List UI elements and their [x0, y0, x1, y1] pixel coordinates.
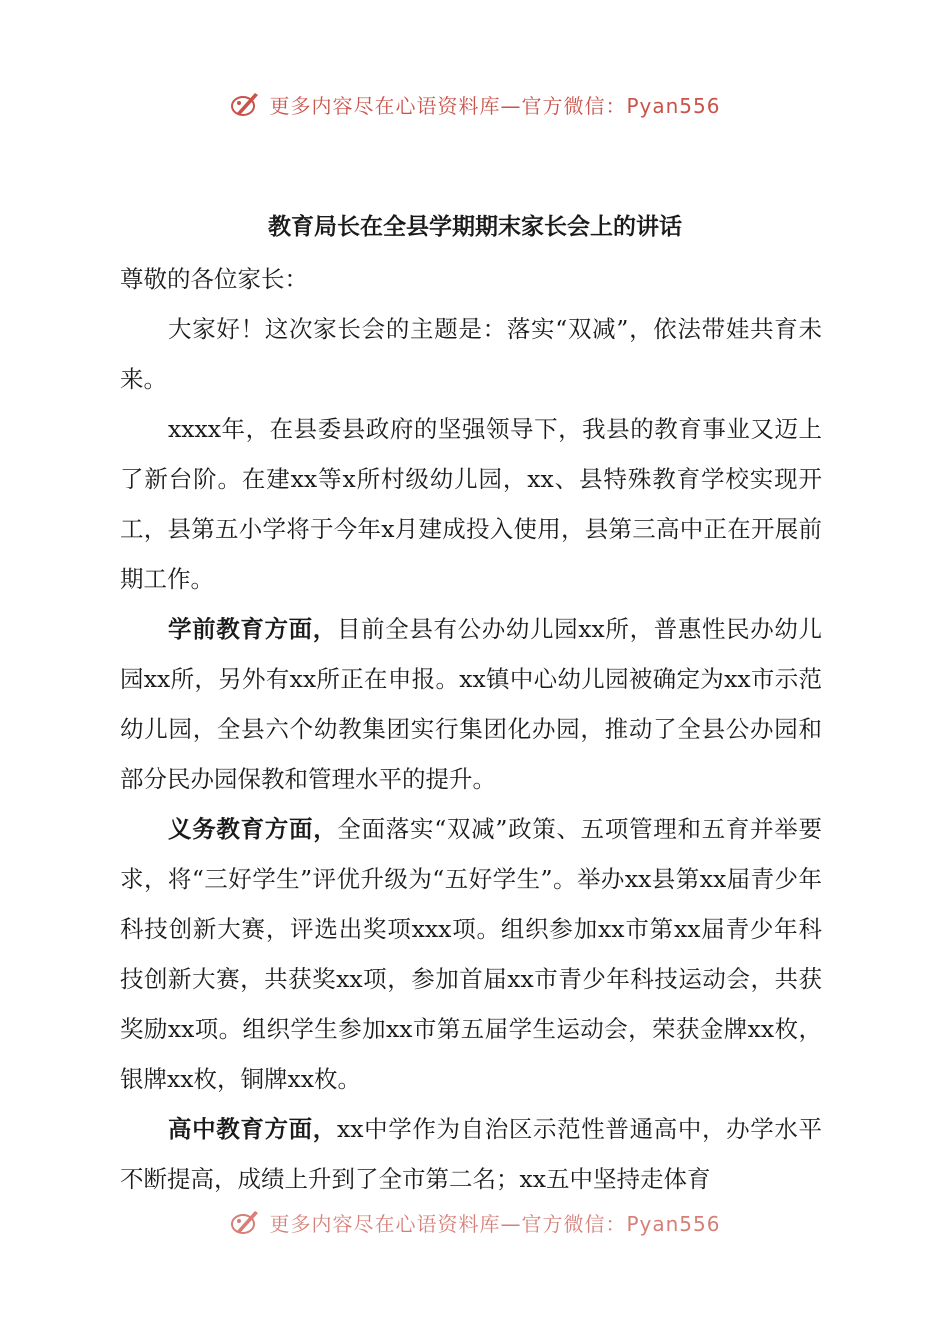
- paragraph-text: 大家好！这次家长会的主题是：落实“双减”，依法带娃共育未来。: [120, 315, 822, 393]
- paragraph-text: 全面落实“双减”政策、五项管理和五育并举要求，将“三好学生”评优升级为“五好学生”。举办xx县第xx届青少年科技创新大赛，评选出奖项xxx项。组织参加xx市第xx届青少年科技创新大赛，共获奖xx项，参加首届xx市青少年科技运动会，共获奖励xx项。组织学生参加xx市第五届学生运动会，荣获金牌xx枚，银牌xx枚，铜牌xx枚。: [120, 815, 823, 1093]
- document-body: [120, 254, 822, 1204]
- paragraph-text: xx中学作为自治区示范性普通高中，办学水平不断提高，成绩上升到了全市第二名；xx五中坚持走体育: [120, 1115, 823, 1193]
- watermark-text: 更多内容尽在心语资料库—官方微信：Pyan556: [269, 1211, 721, 1236]
- paragraph: [120, 604, 822, 804]
- paragraph-lead: 高中教育方面，: [168, 1115, 337, 1143]
- pen-logo-icon: [229, 1207, 263, 1237]
- paragraph: [120, 1104, 822, 1204]
- document-title: 教育局长在全县学期期末家长会上的讲话: [268, 213, 682, 240]
- paragraph: [120, 304, 822, 404]
- salutation: 尊敬的各位家长：: [120, 265, 308, 293]
- paragraph-lead: 学前教育方面，: [168, 615, 337, 643]
- pen-logo-icon: [229, 89, 263, 119]
- watermark-footer: [0, 1202, 950, 1242]
- paragraph: [120, 404, 822, 604]
- watermark-header: [0, 84, 950, 124]
- paragraph-text: xxxx年，在县委县政府的坚强领导下，我县的教育事业又迈上了新台阶。在建xx等x所村级幼儿园，xx、县特殊教育学校实现开工，县第五小学将于今年x月建成投入使用，县第三高中正在开展前期工作。: [120, 415, 822, 593]
- watermark-text: 更多内容尽在心语资料库—官方微信：Pyan556: [269, 93, 721, 118]
- paragraph-text: 目前全县有公办幼儿园xx所，普惠性民办幼儿园xx所，另外有xx所正在申报。xx镇中心幼儿园被确定为xx市示范幼儿园，全县六个幼教集团实行集团化办园，推动了全县公办园和部分民办园保教和管理水平的提升。: [120, 615, 823, 793]
- paragraph-lead: 义务教育方面，: [168, 815, 338, 843]
- paragraph: [120, 804, 822, 1104]
